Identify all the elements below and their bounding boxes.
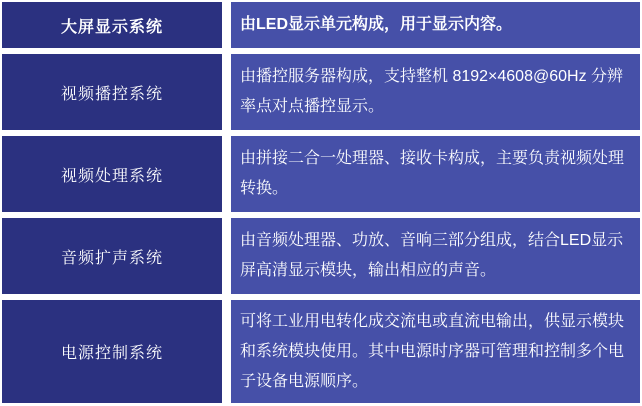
row-label-power-control-system: 电源控制系统: [2, 300, 222, 403]
row-label-video-processing-system: 视频处理系统: [2, 136, 222, 212]
row-desc-audio-amplification-system: 由音频处理器、功放、音响三部分组成，结合LED显示屏高清显示模块，输出相应的声音。: [231, 218, 640, 294]
row-desc-display-system: 由LED显示单元构成，用于显示内容。: [231, 2, 640, 48]
row-desc-video-broadcast-system: 由播控服务器构成，支持整机 8192×4608@60Hz 分辨率点对点播控显示。: [231, 54, 640, 130]
row-label-display-system: 大屏显示系统: [2, 2, 222, 48]
row-desc-power-control-system: 可将工业用电转化成交流电或直流电输出，供显示模块和系统模块使用。其中电源时序器可管理和控制多个电子设备电源顺序。: [231, 300, 640, 403]
row-label-video-broadcast-system: 视频播控系统: [2, 54, 222, 130]
row-label-audio-amplification-system: 音频扩声系统: [2, 218, 222, 294]
row-desc-video-processing-system: 由拼接二合一处理器、接收卡构成，主要负责视频处理转换。: [231, 136, 640, 212]
